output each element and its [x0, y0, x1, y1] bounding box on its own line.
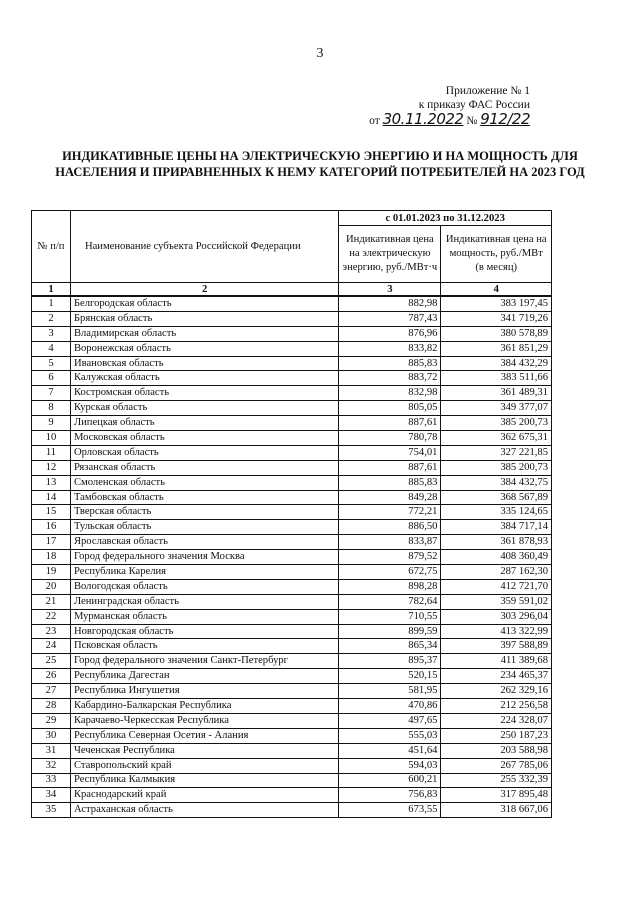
order-reference: к приказу ФАС России — [418, 99, 530, 111]
document-title — [20, 148, 620, 180]
region-name: Республика Северная Осетия - Алания — [70, 728, 338, 743]
power-price: 327 221,85 — [441, 445, 552, 460]
table-row — [32, 401, 552, 416]
region-name: Белгородская область — [70, 296, 338, 311]
region-name: Карачаево-Черкесская Республика — [70, 713, 338, 728]
appendix-block — [369, 84, 530, 128]
energy-price: 594,03 — [339, 758, 441, 773]
power-price: 408 360,49 — [441, 550, 552, 565]
number-prefix: № — [466, 115, 478, 127]
row-number: 7 — [32, 386, 71, 401]
appendix-label: Приложение № 1 — [445, 85, 530, 97]
energy-price: 710,55 — [339, 609, 441, 624]
column-number: 1 — [32, 283, 71, 297]
header-energy-price: Индикативная цена на электрическую энергию, руб./МВт·ч — [339, 226, 441, 283]
energy-price: 883,72 — [339, 371, 441, 386]
table-row — [32, 594, 552, 609]
region-name: Краснодарский край — [70, 788, 338, 803]
region-name: Ленинградская область — [70, 594, 338, 609]
order-number: 912/22 — [480, 110, 530, 128]
table-row — [32, 431, 552, 446]
table-row — [32, 773, 552, 788]
energy-price: 581,95 — [339, 684, 441, 699]
row-number: 24 — [32, 639, 71, 654]
table-row — [32, 743, 552, 758]
energy-price: 780,78 — [339, 431, 441, 446]
table-row — [32, 579, 552, 594]
power-price: 380 578,89 — [441, 326, 552, 341]
energy-price: 805,05 — [339, 401, 441, 416]
table-row — [32, 445, 552, 460]
energy-price: 555,03 — [339, 728, 441, 743]
column-number: 2 — [70, 283, 338, 297]
row-number: 33 — [32, 773, 71, 788]
energy-price: 879,52 — [339, 550, 441, 565]
power-price: 341 719,26 — [441, 311, 552, 326]
region-name: Московская область — [70, 431, 338, 446]
row-number: 23 — [32, 624, 71, 639]
power-price: 383 511,66 — [441, 371, 552, 386]
region-name: Чеченская Республика — [70, 743, 338, 758]
row-number: 14 — [32, 490, 71, 505]
power-price: 361 851,29 — [441, 341, 552, 356]
energy-price: 787,43 — [339, 311, 441, 326]
header-period: с 01.01.2023 по 31.12.2023 — [339, 211, 552, 226]
energy-price: 772,21 — [339, 505, 441, 520]
power-price: 250 187,23 — [441, 728, 552, 743]
row-number: 4 — [32, 341, 71, 356]
region-name: Ставропольский край — [70, 758, 338, 773]
row-number: 19 — [32, 565, 71, 580]
row-number: 3 — [32, 326, 71, 341]
power-price: 385 200,73 — [441, 416, 552, 431]
energy-price: 782,64 — [339, 594, 441, 609]
table-row — [32, 490, 552, 505]
energy-price: 898,28 — [339, 579, 441, 594]
power-price: 383 197,45 — [441, 296, 552, 311]
region-name: Вологодская область — [70, 579, 338, 594]
energy-price: 849,28 — [339, 490, 441, 505]
energy-price: 833,82 — [339, 341, 441, 356]
table-row — [32, 639, 552, 654]
row-number: 15 — [32, 505, 71, 520]
row-number: 17 — [32, 535, 71, 550]
energy-price: 673,55 — [339, 803, 441, 818]
region-name: Орловская область — [70, 445, 338, 460]
region-name: Рязанская область — [70, 460, 338, 475]
table-row — [32, 609, 552, 624]
header-power-price: Индикативная цена на мощность, руб./МВт (в месяц) — [441, 226, 552, 283]
power-price: 262 329,16 — [441, 684, 552, 699]
power-price: 267 785,06 — [441, 758, 552, 773]
power-price: 397 588,89 — [441, 639, 552, 654]
region-name: Ярославская область — [70, 535, 338, 550]
row-number: 20 — [32, 579, 71, 594]
energy-price: 451,64 — [339, 743, 441, 758]
table-row — [32, 565, 552, 580]
row-number: 5 — [32, 356, 71, 371]
table-row — [32, 371, 552, 386]
table-row — [32, 475, 552, 490]
table-row — [32, 788, 552, 803]
header-num: № п/п — [32, 211, 71, 283]
table-row — [32, 326, 552, 341]
energy-price: 887,61 — [339, 460, 441, 475]
row-number: 35 — [32, 803, 71, 818]
energy-price: 754,01 — [339, 445, 441, 460]
power-price: 361 878,93 — [441, 535, 552, 550]
row-number: 16 — [32, 520, 71, 535]
row-number: 10 — [32, 431, 71, 446]
row-number: 32 — [32, 758, 71, 773]
table-row — [32, 803, 552, 818]
table-row — [32, 386, 552, 401]
row-number: 28 — [32, 699, 71, 714]
table-row — [32, 713, 552, 728]
table-row — [32, 624, 552, 639]
table-row — [32, 654, 552, 669]
table-row — [32, 684, 552, 699]
table-row — [32, 699, 552, 714]
table-row — [32, 535, 552, 550]
order-date: 30.11.2022 — [382, 110, 464, 128]
region-name: Астраханская область — [70, 803, 338, 818]
region-name: Республика Дагестан — [70, 669, 338, 684]
energy-price: 899,59 — [339, 624, 441, 639]
region-name: Костромская область — [70, 386, 338, 401]
energy-price: 672,75 — [339, 565, 441, 580]
power-price: 359 591,02 — [441, 594, 552, 609]
table-row — [32, 669, 552, 684]
table-row — [32, 505, 552, 520]
prices-table — [31, 210, 552, 818]
row-number: 1 — [32, 296, 71, 311]
energy-price: 882,98 — [339, 296, 441, 311]
energy-price: 885,83 — [339, 475, 441, 490]
power-price: 385 200,73 — [441, 460, 552, 475]
energy-price: 895,37 — [339, 654, 441, 669]
region-name: Город федерального значения Санкт-Петербург — [70, 654, 338, 669]
energy-price: 520,15 — [339, 669, 441, 684]
table-row — [32, 550, 552, 565]
header-name: Наименование субъекта Российской Федерации — [70, 211, 338, 283]
column-number: 4 — [441, 283, 552, 297]
power-price: 317 895,48 — [441, 788, 552, 803]
energy-price: 832,98 — [339, 386, 441, 401]
energy-price: 833,87 — [339, 535, 441, 550]
title-line-1: ИНДИКАТИВНЫЕ ЦЕНЫ НА ЭЛЕКТРИЧЕСКУЮ ЭНЕРГИЮ И НА МОЩНОСТЬ ДЛЯ — [62, 149, 578, 163]
region-name: Кабардино-Балкарская Республика — [70, 699, 338, 714]
power-price: 255 332,39 — [441, 773, 552, 788]
region-name: Мурманская область — [70, 609, 338, 624]
power-price: 335 124,65 — [441, 505, 552, 520]
row-number: 12 — [32, 460, 71, 475]
table-body — [32, 296, 552, 818]
region-name: Республика Калмыкия — [70, 773, 338, 788]
energy-price: 865,34 — [339, 639, 441, 654]
row-number: 6 — [32, 371, 71, 386]
power-price: 203 588,98 — [441, 743, 552, 758]
table-row — [32, 416, 552, 431]
region-name: Новгородская область — [70, 624, 338, 639]
row-number: 18 — [32, 550, 71, 565]
table-row — [32, 341, 552, 356]
row-number: 8 — [32, 401, 71, 416]
region-name: Владимирская область — [70, 326, 338, 341]
row-number: 21 — [32, 594, 71, 609]
row-number: 30 — [32, 728, 71, 743]
energy-price: 876,96 — [339, 326, 441, 341]
power-price: 384 432,29 — [441, 356, 552, 371]
row-number: 2 — [32, 311, 71, 326]
power-price: 349 377,07 — [441, 401, 552, 416]
power-price: 287 162,30 — [441, 565, 552, 580]
energy-price: 600,21 — [339, 773, 441, 788]
page-number: 3 — [316, 46, 324, 61]
power-price: 362 675,31 — [441, 431, 552, 446]
region-name: Смоленская область — [70, 475, 338, 490]
order-date-number — [369, 112, 530, 128]
power-price: 413 322,99 — [441, 624, 552, 639]
energy-price: 887,61 — [339, 416, 441, 431]
table-row — [32, 311, 552, 326]
region-name: Тверская область — [70, 505, 338, 520]
column-number: 3 — [339, 283, 441, 297]
region-name: Город федерального значения Москва — [70, 550, 338, 565]
title-line-2: НАСЕЛЕНИЯ И ПРИРАВНЕННЫХ К НЕМУ КАТЕГОРИЙ ПОТРЕБИТЕЛЕЙ НА 2023 ГОД — [55, 165, 585, 179]
region-name: Тамбовская область — [70, 490, 338, 505]
power-price: 412 721,70 — [441, 579, 552, 594]
region-name: Тульская область — [70, 520, 338, 535]
energy-price: 470,86 — [339, 699, 441, 714]
energy-price: 497,65 — [339, 713, 441, 728]
power-price: 318 667,06 — [441, 803, 552, 818]
row-number: 27 — [32, 684, 71, 699]
power-price: 212 256,58 — [441, 699, 552, 714]
energy-price: 885,83 — [339, 356, 441, 371]
region-name: Псковская область — [70, 639, 338, 654]
power-price: 234 465,37 — [441, 669, 552, 684]
region-name: Ивановская область — [70, 356, 338, 371]
power-price: 361 489,31 — [441, 386, 552, 401]
region-name: Брянская область — [70, 311, 338, 326]
power-price: 224 328,07 — [441, 713, 552, 728]
table-row — [32, 296, 552, 311]
table-row — [32, 728, 552, 743]
energy-price: 756,83 — [339, 788, 441, 803]
region-name: Республика Ингушетия — [70, 684, 338, 699]
date-prefix: от — [369, 115, 380, 127]
row-number: 9 — [32, 416, 71, 431]
region-name: Республика Карелия — [70, 565, 338, 580]
table-row — [32, 460, 552, 475]
row-number: 13 — [32, 475, 71, 490]
table-row — [32, 520, 552, 535]
region-name: Калужская область — [70, 371, 338, 386]
row-number: 29 — [32, 713, 71, 728]
power-price: 368 567,89 — [441, 490, 552, 505]
row-number: 34 — [32, 788, 71, 803]
power-price: 384 717,14 — [441, 520, 552, 535]
region-name: Липецкая область — [70, 416, 338, 431]
power-price: 384 432,75 — [441, 475, 552, 490]
table-row — [32, 758, 552, 773]
power-price: 303 296,04 — [441, 609, 552, 624]
table-row — [32, 356, 552, 371]
row-number: 31 — [32, 743, 71, 758]
row-number: 11 — [32, 445, 71, 460]
region-name: Воронежская область — [70, 341, 338, 356]
row-number: 22 — [32, 609, 71, 624]
row-number: 25 — [32, 654, 71, 669]
row-number: 26 — [32, 669, 71, 684]
power-price: 411 389,68 — [441, 654, 552, 669]
region-name: Курская область — [70, 401, 338, 416]
energy-price: 886,50 — [339, 520, 441, 535]
